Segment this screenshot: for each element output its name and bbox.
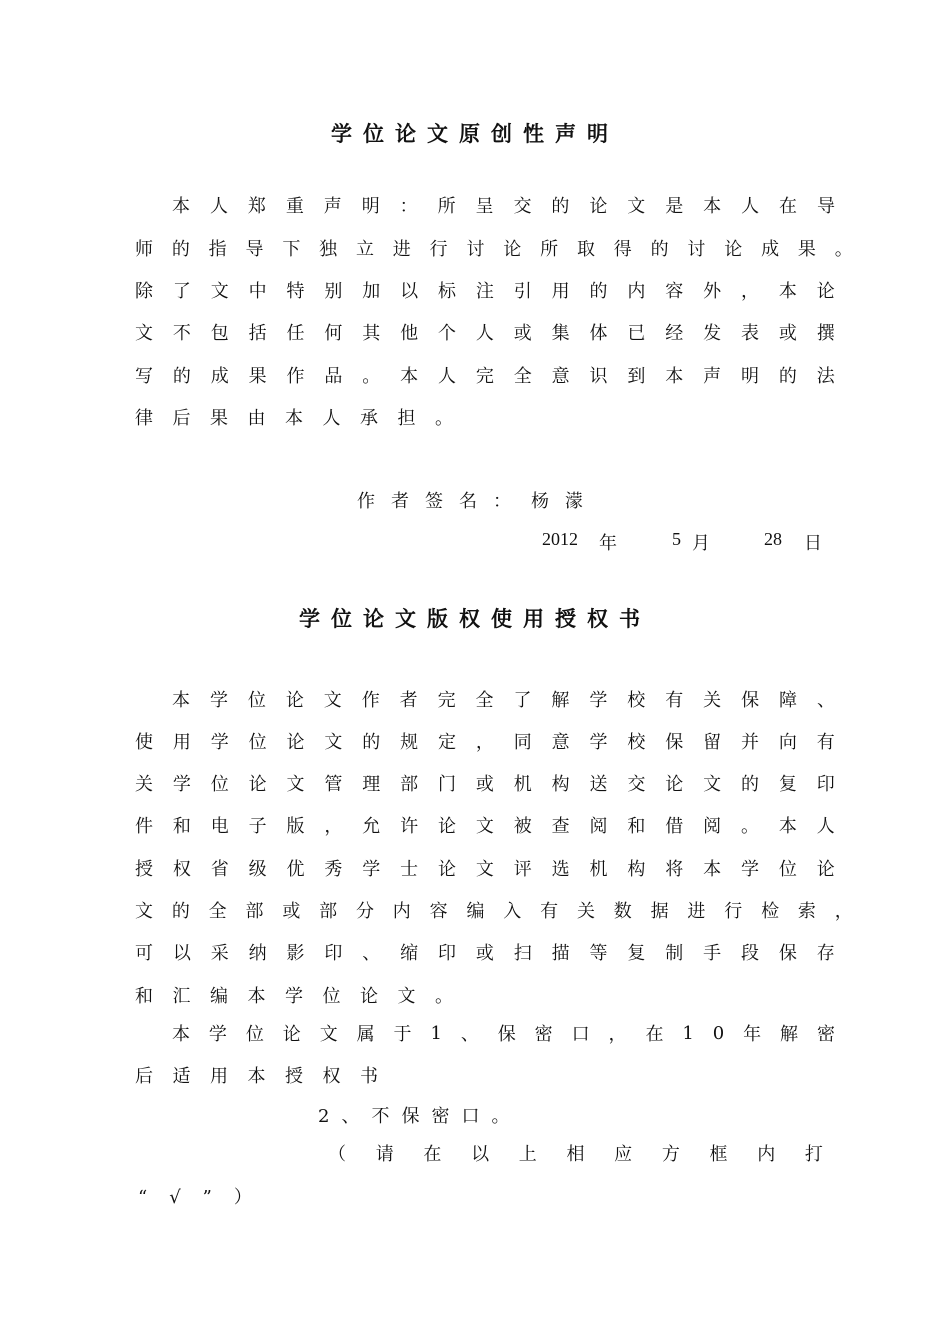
text-line: 关 学 位 论 文 管 理 部 门 或 机 构 送 交 论 文 的 复 印 xyxy=(135,774,835,795)
text-line: 本 人 郑 重 声 明 ： 所 呈 交 的 论 文 是 本 人 在 导 xyxy=(172,196,835,217)
date-year: 2012 xyxy=(542,529,578,549)
checkbox-instruction: （ 请 在 以 上 相 应 方 框 内 打 xyxy=(328,1144,823,1165)
text-line: 写 的 成 果 作 品 。 本 人 完 全 意 识 到 本 声 明 的 法 xyxy=(135,366,835,387)
text-line: 使 用 学 位 论 文 的 规 定 ， 同 意 学 校 保 留 并 向 有 xyxy=(135,732,835,753)
text-line: 除 了 文 中 特 别 加 以 标 注 引 用 的 内 容 外 ， 本 论 xyxy=(135,281,835,302)
option-not-confidential: 2、不保密口。 xyxy=(318,1106,522,1127)
text-line: 文 的 全 部 或 部 分 内 容 编 入 有 关 数 据 进 行 检 索 ， xyxy=(135,901,853,922)
date-year-unit: 年 xyxy=(599,533,617,553)
text-line: 文 不 包 括 任 何 其 他 个 人 或 集 体 已 经 发 表 或 撰 xyxy=(135,323,835,344)
text-line: 和汇编本学位论文。 xyxy=(135,986,473,1007)
declaration-title: 学位论文原创性声明 xyxy=(331,121,619,146)
checkmark-instruction: “√”） xyxy=(138,1187,274,1208)
signature-label: 作者签名： xyxy=(357,491,527,512)
signature-name: 杨濛 xyxy=(531,491,599,512)
date-day-unit: 日 xyxy=(804,533,822,553)
date-day: 28 xyxy=(764,529,782,549)
text-line: 律后果由本人承担。 xyxy=(135,408,473,429)
text-line: 可 以 采 纳 影 印 、 缩 印 或 扫 描 等 复 制 手 段 保 存 xyxy=(135,943,835,964)
text-line: 后适用本授权书 xyxy=(135,1066,398,1087)
text-line: 本 学 位 论 文 属 于 1 、 保 密 口 ， 在 1 0 年 解 密 xyxy=(172,1022,835,1045)
authorization-title: 学位论文版权使用授权书 xyxy=(299,606,651,631)
signature-row xyxy=(357,487,599,513)
date-month-unit: 月 xyxy=(692,533,710,553)
text-line: 件 和 电 子 版 ， 允 许 论 文 被 查 阅 和 借 阅 。 本 人 xyxy=(135,816,835,837)
text-line: 师 的 指 导 下 独 立 进 行 讨 论 所 取 得 的 讨 论 成 果 。 xyxy=(135,239,853,260)
date-month: 5 xyxy=(672,529,681,549)
text-line: 授 权 省 级 优 秀 学 士 论 文 评 选 机 构 将 本 学 位 论 xyxy=(135,859,835,880)
text-line: 本 学 位 论 文 作 者 完 全 了 解 学 校 有 关 保 障 、 xyxy=(172,690,835,711)
